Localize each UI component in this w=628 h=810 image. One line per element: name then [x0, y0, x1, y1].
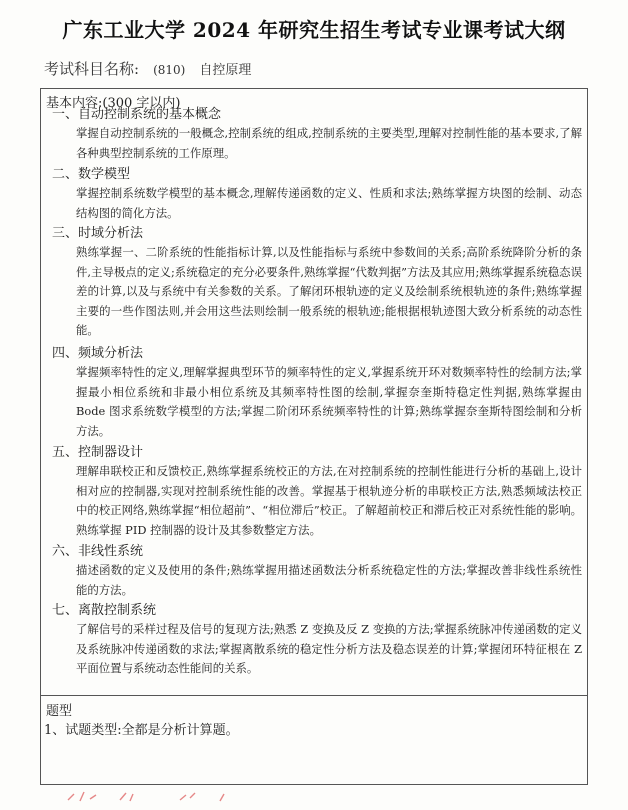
- section-basic-concepts: [52, 107, 582, 163]
- section-math-model: [52, 167, 582, 223]
- section-heading: 三、时域分析法: [52, 226, 144, 241]
- question-type-label: 题型: [46, 704, 73, 719]
- section-body: 掌握频率特性的定义,理解掌握典型环节的频率特性的定义,掌握系统开环对数频率特性的绘制方法;掌握最小相位系统和非最小相位系统及其频率特性图的绘制,掌握奈奎斯特稳定性判据,熟练掌握由 Bode 图求系统数学模型的方法;掌握二阶闭环系统频率特性的计算;熟练掌握奈奎斯特图绘制和分析方法。: [76, 365, 582, 438]
- red-stamp-marks: [60, 786, 260, 806]
- section-heading: 一、自动控制系统的基本概念: [52, 107, 222, 122]
- content-label: 基本内容:(300 字以内): [46, 96, 181, 111]
- subject-code: (810): [153, 63, 186, 77]
- section-nonlinear: [52, 544, 582, 600]
- section-heading: 六、非线性系统: [52, 544, 144, 559]
- question-type-item: 1、试题类型:全都是分析计算题。: [44, 723, 239, 738]
- section-frequency-domain: [52, 346, 582, 441]
- frame-divider: [40, 695, 588, 696]
- section-body: 熟练掌握一、二阶系统的性能指标计算,以及性能指标与系统中参数间的关系;高阶系统降阶分析的条件,主导极点的定义;系统稳定的充分必要条件,熟练掌握“代数判据”方法及其应用;熟练掌握系统稳态误差的计算,以及与系统中有关参数的关系。了解闭环根轨迹的定义及绘制系统根轨迹的条件;熟练掌握主要的一些作图法则,并会用这些法则绘制一般系统的根轨迹;能根据根轨迹图大致分析系统的动态性能。: [76, 245, 582, 338]
- section-heading: 五、控制器设计: [52, 445, 144, 460]
- section-time-domain: [52, 226, 582, 341]
- subject-line: [44, 58, 251, 79]
- section-body: 描述函数的定义及使用的条件;熟练掌握用描述函数法分析系统稳定性的方法;掌握改善非线性系统性能的方法。: [76, 563, 582, 597]
- section-heading: 二、数学模型: [52, 167, 131, 182]
- section-body: 了解信号的采样过程及信号的复现方法;熟悉 Z 变换及反 Z 变换的方法;掌握系统脉冲传递函数的定义及系统脉冲传递函数的求法;掌握离散系统的稳定性分析方法及稳态误差的计算;掌握闭环特征根在 Z 平面位置与系统动态性能间的关系。: [76, 622, 582, 676]
- subject-label: 考试科目名称:: [44, 60, 140, 78]
- section-body: 掌握自动控制系统的一般概念,控制系统的组成,控制系统的主要类型,理解对控制性能的基本要求,了解各种典型控制系统的工作原理。: [76, 126, 582, 160]
- section-heading: 七、离散控制系统: [52, 603, 157, 618]
- section-body: 掌握控制系统数学模型的基本概念,理解传递函数的定义、性质和求法;熟练掌握方块图的绘制、动态结构图的简化方法。: [76, 186, 582, 220]
- section-discrete: [52, 603, 582, 679]
- subject-name: 自控原理: [199, 63, 252, 78]
- document-title: 广东工业大学 2024 年研究生招生考试专业课考试大纲: [62, 18, 566, 42]
- section-controller-design: [52, 445, 582, 540]
- section-body: 理解串联校正和反馈校正,熟练掌握系统校正的方法,在对控制系统的控制性能进行分析的基础上,设计相对应的控制器,实现对控制系统性能的改善。掌握基于根轨迹分析的串联校正方法,熟悉频域法校正中的校正网络,熟练掌握“相位超前”、“相位滞后”校正。了解超前校正和滞后校正对系统性能的影响。熟练掌握 PID 控制器的设计及其参数整定方法。: [76, 464, 582, 537]
- section-heading: 四、频域分析法: [52, 346, 144, 361]
